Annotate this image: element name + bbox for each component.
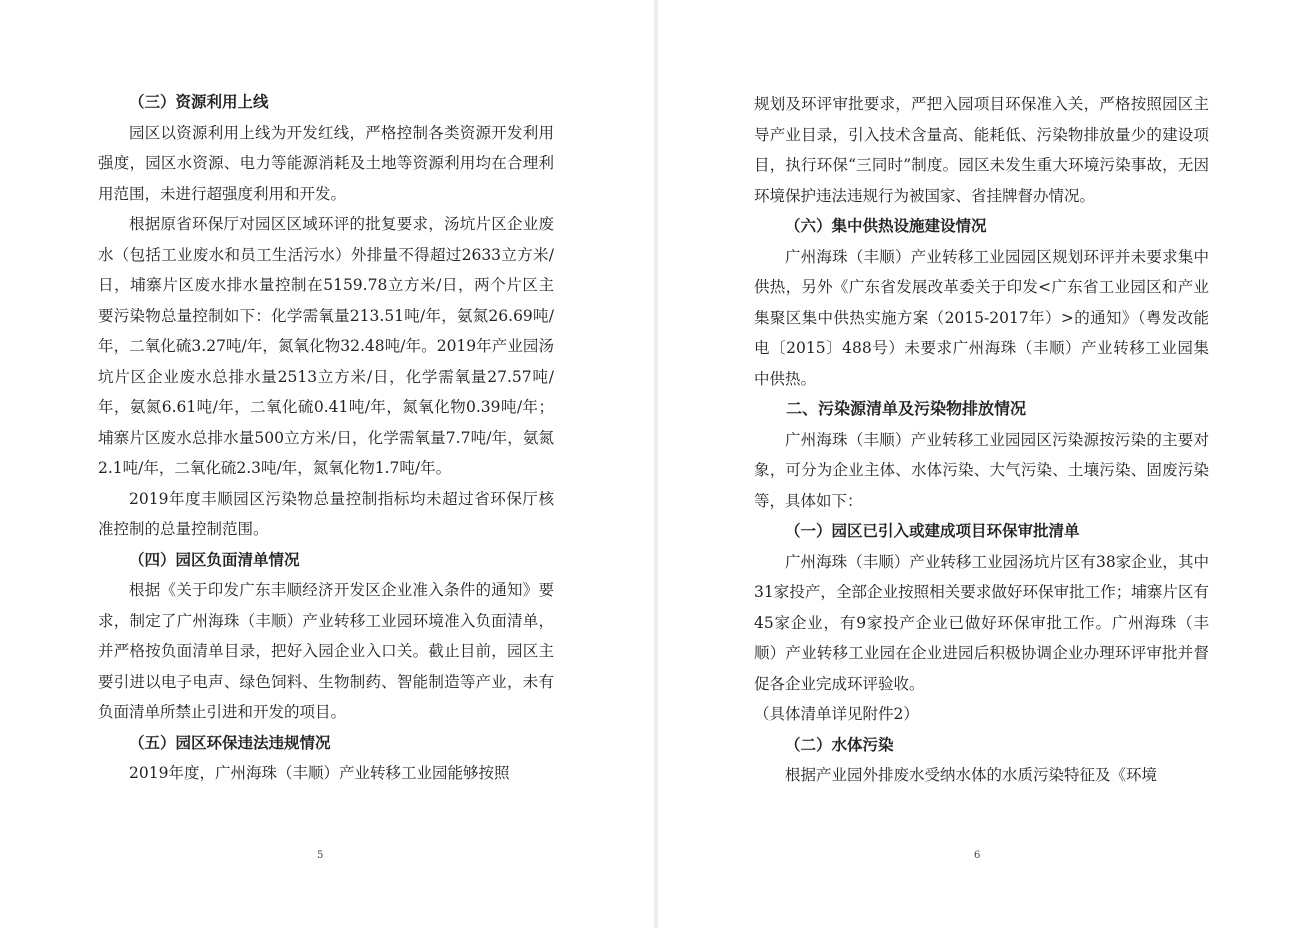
paragraph-project-approvals: 广州海珠（丰顺）产业转移工业园汤坑片区有38家企业，其中31家投产，全部企业按照相关要求做好环保审批工作；埔寨片区有45家企业，有9家投产企业已做好环保审批工作。广州海珠（丰顺）产业转移工业园在企业进园后积极协调企业办理环评审批并督促各企业完成环评验收。 <box>754 552 1209 693</box>
paragraph-pollutant-totals: 根据原省环保厅对园区区域环评的批复要求，汤坑片区企业废水（包括工业废水和员工生活污水）外排量不得超过2633立方米/日，埔寨片区废水排水量控制在5159.78立方米/日，两个片区主要污染物总量控制如下：化学需氧量213.51吨/年，氨氮26.69吨/年，二氧化硫3.27吨/年，氮氧化物32.48吨/年。2019年产业园汤坑片区企业废水总排水量2513立方米/日，化学需氧量27.57吨/年，氨氮6.61吨/年，二氧化硫0.41吨/年，氮氧化物0.39吨/年；埔寨片区废水总排水量500立方米/日，化学需氧量7.7吨/年，氨氮2.1吨/年，二氧化硫2.3吨/年，氮氧化物1.7吨/年。 <box>98 215 554 477</box>
heading-water-pollution: （二）水体污染 <box>785 734 894 754</box>
paragraph-violations-start: 2019年度，广州海珠（丰顺）产业转移工业园能够按照 <box>129 764 510 782</box>
paragraph-appendix-note: （具体清单详见附件2） <box>754 705 919 723</box>
right-page <box>658 0 1314 928</box>
right-page-body <box>754 89 1209 791</box>
paragraph-total-control: 2019年度丰顺园区污染物总量控制指标均未超过省环保厅核准控制的总量控制范围。 <box>98 489 554 538</box>
heading-resource-limit: （三）资源利用上线 <box>129 92 269 111</box>
paragraph-water-pollution-start: 根据产业园外排废水受纳水体的水质污染特征及《环境 <box>785 766 1158 784</box>
heading-central-heating: （六）集中供热设施建设情况 <box>785 216 987 235</box>
page-number-right: 6 <box>974 850 981 861</box>
heading-negative-list: （四）园区负面清单情况 <box>129 549 300 569</box>
left-page-body <box>98 87 554 789</box>
section-heading-pollution-sources: 二、污染源清单及污染物排放情况 <box>786 399 1027 418</box>
left-page <box>0 0 654 928</box>
heading-violations: （五）园区环保违法违规情况 <box>129 732 331 752</box>
paragraph-pollution-sources: 广州海珠（丰顺）产业转移工业园园区污染源按污染的主要对象，可分为企业主体、水体污染、大气污染、土壤污染、固废污染等，具体如下： <box>754 430 1209 510</box>
heading-project-approvals: （一）园区已引入或建成项目环保审批清单 <box>785 521 1080 540</box>
paragraph-violations-continued: 规划及环评审批要求，严把入园项目环保准入关，严格按照园区主导产业目录，引入技术含量高、能耗低、污染物排放量少的建设项目，执行环保“三同时”制度。园区未发生重大环境污染事故，无因环境保护违法违规行为被国家、省挂牌督办情况。 <box>754 95 1209 205</box>
paragraph-central-heating: 广州海珠（丰顺）产业转移工业园园区规划环评并未要求集中供热，另外《广东省发展改革委关于印发<广东省工业园区和产业集聚区集中供热实施方案（2015-2017年）>的通知》（粤发改能电〔2015〕488号）未要求广州海珠（丰顺）产业转移工业园集中供热。 <box>754 247 1209 388</box>
paragraph-resource-use: 园区以资源利用上线为开发红线，严格控制各类资源开发利用强度，园区水资源、电力等能源消耗及土地等资源利用均在合理利用范围，未进行超强度利用和开发。 <box>98 123 554 203</box>
page-number-left: 5 <box>317 850 324 861</box>
paragraph-negative-list: 根据《关于印发广东丰顺经济开发区企业准入条件的通知》要求，制定了广州海珠（丰顺）产业转移工业园环境准入负面清单，并严格按负面清单目录，把好入园企业入口关。截止目前，园区主要引进以电子电声、绿色饲料、生物制药、智能制造等产业，未有负面清单所禁止引进和开发的项目。 <box>98 581 554 721</box>
